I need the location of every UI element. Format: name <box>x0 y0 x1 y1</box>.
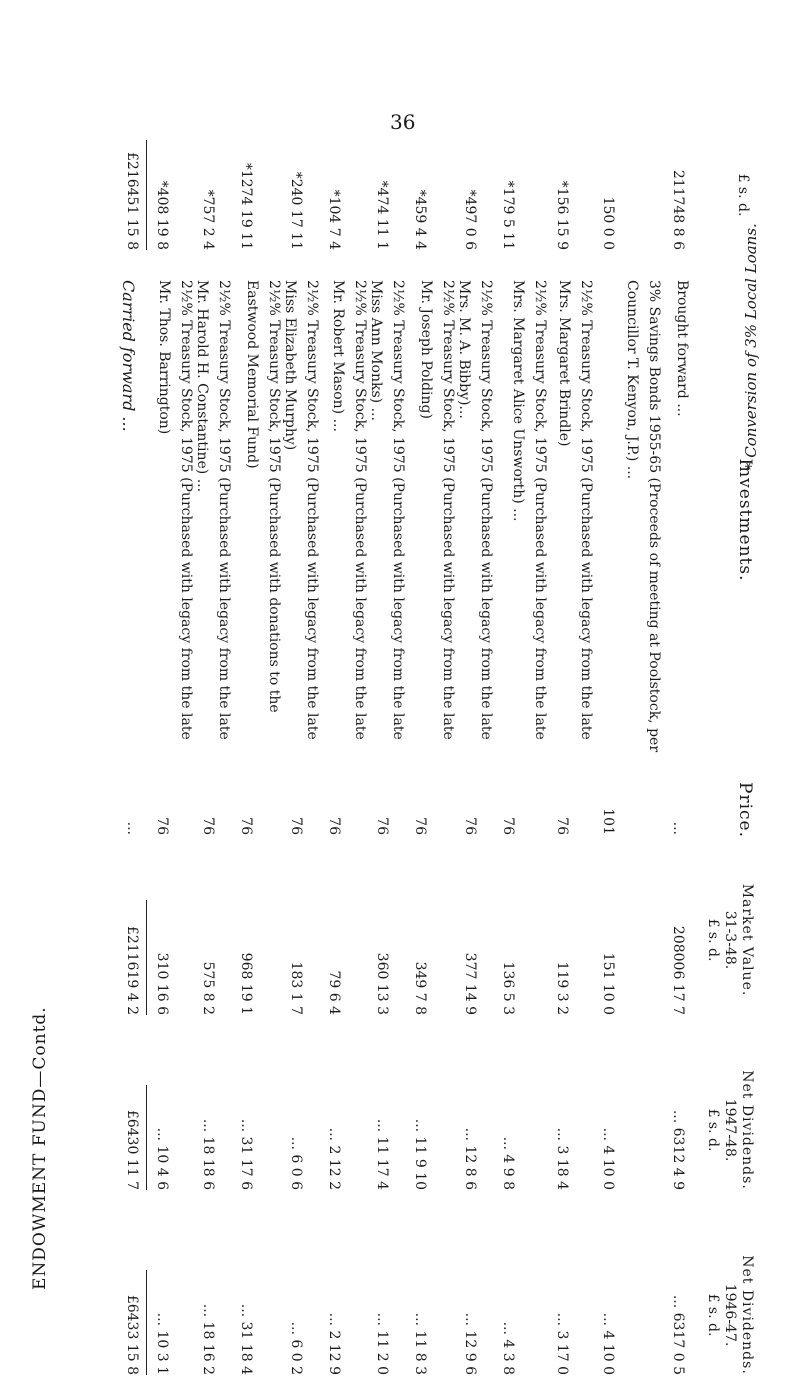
row-9-net4647: ... 6 0 2 <box>288 1321 304 1375</box>
row-3-net4748: ... 3 18 4 <box>554 1127 570 1190</box>
row-4-market: 136 5 3 <box>500 961 516 1015</box>
row-7-net4647: ... 11 2 0 <box>374 1312 390 1375</box>
row-10-price: 76 <box>238 817 254 835</box>
row-2-net4647: ... 4 10 0 <box>600 1312 616 1375</box>
row-2-price: 101 <box>600 808 616 835</box>
page-number: 36 <box>390 110 416 134</box>
row-8-market: 79 6 4 <box>326 970 342 1015</box>
row-7-price: 76 <box>374 817 390 835</box>
net4647-units: £ s. d. <box>705 1293 721 1337</box>
row-6-net4748: ... 11 9 10 <box>412 1118 428 1190</box>
total-rule-net4647 <box>146 1270 147 1375</box>
total-net4647: £6433 15 8 <box>124 1294 140 1375</box>
row-5-market: 377 14 9 <box>462 952 478 1015</box>
total-market: £211619 4 2 <box>124 925 140 1015</box>
row-9-market: 183 1 7 <box>288 961 304 1015</box>
row-2-net4748: ... 4 10 0 <box>600 1127 616 1190</box>
col-header-net4647 <box>704 1245 755 1385</box>
row-4-net4748: ... 4 9 8 <box>500 1136 516 1190</box>
market-title: Market Value. <box>739 883 755 997</box>
row-1-net4748: ... 6312 4 9 <box>670 1109 686 1190</box>
total-rule-amount <box>146 140 147 250</box>
col-header-net4748 <box>704 1060 755 1200</box>
investments-table <box>115 130 755 1400</box>
row-8-price: 76 <box>326 817 342 835</box>
row-11-investment: 2½% Treasury Stock, 1975 (Purchased with legacy from the late Mr. Harold H. Constantine) ... <box>194 280 232 740</box>
row-10-net4647: ... 31 18 4 <box>238 1303 254 1375</box>
row-9-price: 76 <box>288 817 304 835</box>
row-3-amount: *156 15 9 <box>554 180 570 250</box>
row-11-net4647: ... 18 16 2 <box>200 1303 216 1375</box>
row-7-market: 360 13 3 <box>374 952 390 1015</box>
row-11-price: 76 <box>200 817 216 835</box>
row-8-net4748: ... 2 12 2 <box>326 1127 342 1190</box>
row-3-price: 76 <box>554 817 570 835</box>
row-2-amount: 150 0 0 <box>600 196 616 250</box>
row-11-market: 575 8 2 <box>200 961 216 1015</box>
row-9-net4748: ... 6 0 6 <box>288 1136 304 1190</box>
market-units: £ s. d. <box>705 918 721 962</box>
row-8-amount: *104 7 4 <box>326 189 342 250</box>
row-4-investment: 2½% Treasury Stock, 1975 (Purchased with legacy from the late Mrs. Margaret Alice Unsworth) ... <box>510 280 548 740</box>
row-11-net4748: ... 18 18 6 <box>200 1118 216 1190</box>
row-8-net4647: ... 2 12 9 <box>326 1312 342 1375</box>
row-1-market: 208006 17 7 <box>670 925 686 1015</box>
row-7-investment: 2½% Treasury Stock, 1975 (Purchased with legacy from the late Miss Ann Monks) ... <box>368 280 406 740</box>
row-12-market: 310 16 6 <box>154 952 170 1015</box>
market-date: 31-3-48. <box>722 910 738 970</box>
row-6-net4647: ... 11 8 3 <box>412 1312 428 1375</box>
row-5-price: 76 <box>462 817 478 835</box>
row-12-price: 76 <box>154 817 170 835</box>
row-7-net4748: ... 11 17 4 <box>374 1118 390 1190</box>
row-8-investment: 2½% Treasury Stock, 1975 (Purchased with legacy from the late Mr. Robert Mason) ... <box>330 280 368 740</box>
row-5-investment: 2½% Treasury Stock, 1975 (Purchased with legacy from the late Mrs. M. A. Bibby)... <box>456 280 494 740</box>
net4748-period: 1947-48. <box>722 1098 738 1162</box>
total-rule-market <box>146 900 147 1015</box>
row-6-investment: 2½% Treasury Stock, 1975 (Purchased with legacy from the late Mr. Joseph Polding) <box>418 280 456 740</box>
row-10-net4748: ... 31 17 6 <box>238 1118 254 1190</box>
row-4-amount: *179 5 11 <box>500 180 516 250</box>
amount-units: £ s. d. <box>735 173 751 217</box>
price-title: Price. <box>735 782 755 838</box>
total-investment: Carried forward ... <box>119 280 138 432</box>
row-1-amount: 211748 8 6 <box>670 169 686 250</box>
col-header-market <box>704 865 755 1015</box>
row-4-price: 76 <box>500 817 516 835</box>
row-9-investment: 2½% Treasury Stock, 1975 (Purchased with legacy from the late Miss Elizabeth Murphy) <box>282 280 320 740</box>
col-header-price <box>735 775 753 845</box>
net4647-period: 1946-47. <box>722 1283 738 1347</box>
total-price: ... <box>124 821 140 835</box>
investments-title: Investments. <box>735 458 755 582</box>
row-12-net4748: ... 10 4 6 <box>154 1127 170 1190</box>
row-10-investment: 2½% Treasury Stock, 1975 (Purchased with donations to the Eastwood Memorial Fund) <box>244 280 282 713</box>
row-12-amount: *408 19 8 <box>154 180 170 250</box>
net4647-title: Net Dividends. <box>739 1255 755 1375</box>
row-10-amount: *1274 19 11 <box>238 162 254 250</box>
row-2-market: 151 10 0 <box>600 952 616 1015</box>
row-6-price: 76 <box>412 817 428 835</box>
row-1-investment: Brought forward ... <box>674 280 690 417</box>
row-7-amount: *474 11 1 <box>374 180 390 250</box>
row-6-amount: *459 4 4 <box>412 189 428 250</box>
total-net4748: £6430 11 7 <box>124 1109 140 1190</box>
row-5-net4748: ... 12 8 6 <box>462 1127 478 1190</box>
row-1-price: ... <box>670 821 686 835</box>
net4748-title: Net Dividends. <box>739 1070 755 1190</box>
row-11-amount: *757 2 4 <box>200 189 216 250</box>
row-12-net4647: ... 10 3 1 <box>154 1312 170 1375</box>
row-1-net4647: ... 6317 0 5 <box>670 1294 686 1375</box>
total-amount: £216451 15 8 <box>124 152 140 250</box>
page-heading: ENDOWMENT FUND—Contd. <box>30 1006 50 1290</box>
net4748-units: £ s. d. <box>705 1108 721 1152</box>
row-10-market: 968 19 1 <box>238 952 254 1015</box>
row-3-investment: 2½% Treasury Stock, 1975 (Purchased with legacy from the late Mrs. Margaret Brindle) <box>556 280 594 740</box>
row-3-market: 119 3 2 <box>554 961 570 1015</box>
row-5-amount: *497 0 6 <box>462 189 478 250</box>
total-rule-net4748 <box>146 1085 147 1190</box>
row-5-net4647: ... 12 9 6 <box>462 1312 478 1375</box>
row-3-net4647: ... 3 17 0 <box>554 1312 570 1375</box>
row-12-investment: 2½% Treasury Stock, 1975 (Purchased with legacy from the late Mr. Thos. Barrington) <box>156 280 194 740</box>
row-6-market: 349 7 8 <box>412 961 428 1015</box>
row-9-amount: *240 17 11 <box>288 171 304 250</box>
footnote: * Conversion of 3% Local Loans. <box>742 223 760 470</box>
row-4-net4647: ... 4 3 8 <box>500 1321 516 1375</box>
row-2-investment: 3% Savings Bonds 1955-65 (Proceeds of meeting at Poolstock, per Councillor T. Kenyon, J.P.) ... <box>624 280 662 753</box>
